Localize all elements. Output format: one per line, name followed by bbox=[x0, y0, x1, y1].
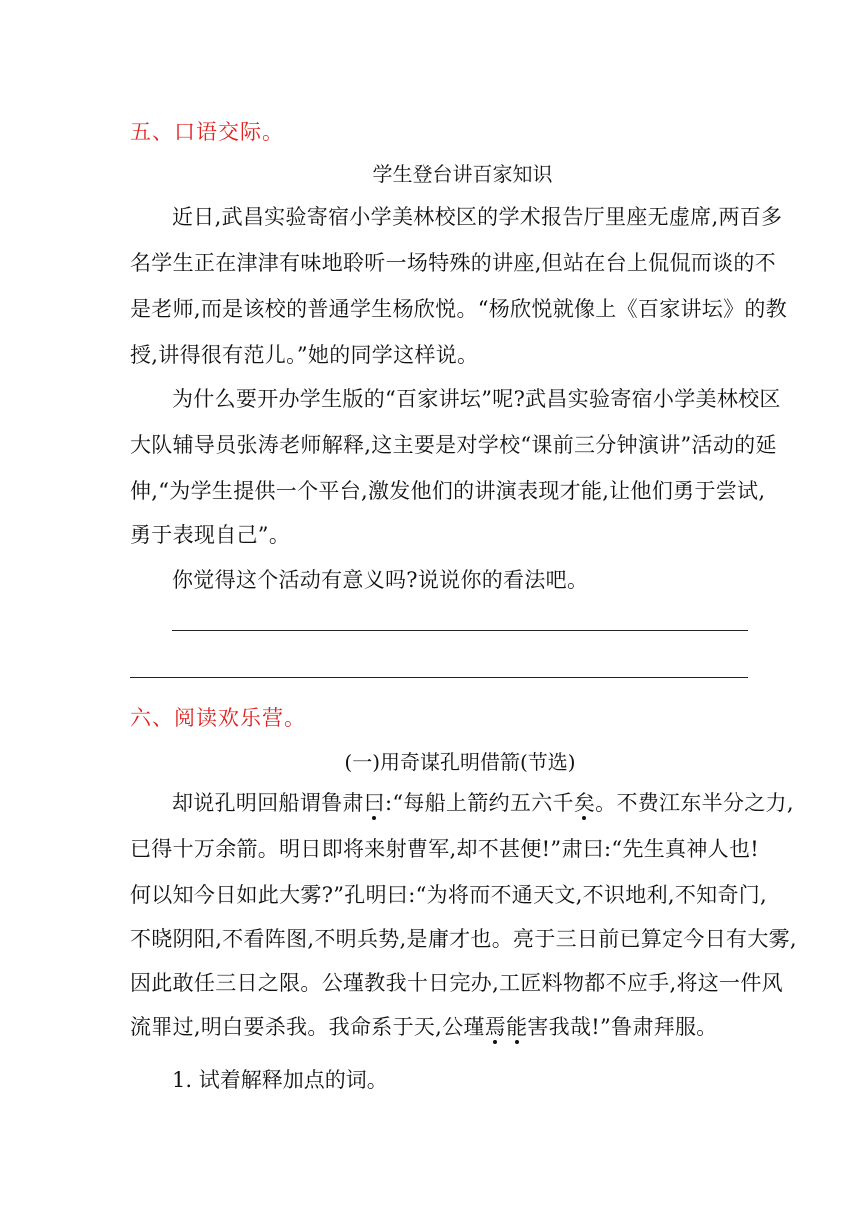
reading-line-2: 已得十万余箭。明日即将来射曹军,却不甚便!”肃曰:“先生真神人也! bbox=[130, 837, 759, 861]
reading-line-6-part-a: 流罪过,明白要杀我。我命系于天,公瑾 bbox=[130, 1015, 485, 1039]
paragraph-1-line-1: 近日,武昌实验寄宿小学美林校区的学术报告厅里座无虚席,两百多 bbox=[172, 205, 783, 229]
dotted-word-neng: 能 bbox=[506, 1015, 528, 1039]
reading-line-5: 因此敢任三日之限。公瑾教我十日完办,工匠料物都不应手,将这一件风 bbox=[130, 971, 783, 995]
reading-title: (一)用奇谋孔明借箭(节选) bbox=[344, 750, 576, 774]
paragraph-2-line-3: 伸,“为学生提供一个平台,激发他们的讲演表现才能,让他们勇于尝试, bbox=[130, 479, 766, 503]
dotted-word-yan: 焉 bbox=[484, 1015, 507, 1039]
section-5-heading: 五、口语交际。 bbox=[130, 120, 284, 144]
paragraph-2-line-2: 大队辅导员张涛老师解释,这主要是对学校“课前三分钟演讲”活动的延 bbox=[130, 433, 777, 457]
reading-line-1-part-c: 。不费江东半分之力, bbox=[595, 791, 794, 815]
paragraph-2-line-4: 勇于表现自己”。 bbox=[130, 523, 291, 547]
reading-line-1-part-a: 却说孔明回船谓鲁肃 bbox=[172, 791, 364, 815]
answer-line-1[interactable] bbox=[172, 630, 748, 631]
dotted-word-yue: 曰 bbox=[363, 791, 386, 815]
paragraph-1-line-2: 名学生正在津津有味地聆听一场特殊的讲座,但站在台上侃侃而谈的不 bbox=[130, 251, 776, 275]
reading-line-4: 不晓阴阳,不看阵图,不明兵势,是庸才也。亮于三日前已算定今日有大雾, bbox=[130, 927, 797, 951]
paragraph-1-line-3: 是老师,而是该校的普通学生杨欣悦。“杨欣悦就像上《百家讲坛》的教 bbox=[130, 297, 788, 321]
question-1: 1. 试着解释加点的词。 bbox=[172, 1068, 388, 1092]
section-6-heading: 六、阅读欢乐营。 bbox=[130, 706, 306, 730]
reading-line-1-part-b: :“每船上箭约五六千 bbox=[385, 791, 574, 815]
reading-line-6-part-b: 害我哉!”鲁肃拜服。 bbox=[527, 1015, 718, 1039]
discussion-prompt: 你觉得这个活动有意义吗?说说你的看法吧。 bbox=[172, 568, 589, 592]
reading-line-1 bbox=[172, 788, 794, 818]
paragraph-1-line-4: 授,讲得很有范儿。”她的同学这样说。 bbox=[130, 343, 479, 367]
dotted-word-yi: 矣 bbox=[573, 791, 596, 815]
article-title: 学生登台讲百家知识 bbox=[372, 162, 553, 186]
reading-line-3: 何以知今日如此大雾?”孔明曰:“为将而不通天文,不识地利,不知奇门, bbox=[130, 883, 768, 907]
paragraph-2-line-1: 为什么要开办学生版的“百家讲坛”呢?武昌实验寄宿小学美林校区 bbox=[172, 387, 781, 411]
reading-line-6 bbox=[130, 1012, 750, 1042]
answer-line-2[interactable] bbox=[130, 677, 748, 678]
